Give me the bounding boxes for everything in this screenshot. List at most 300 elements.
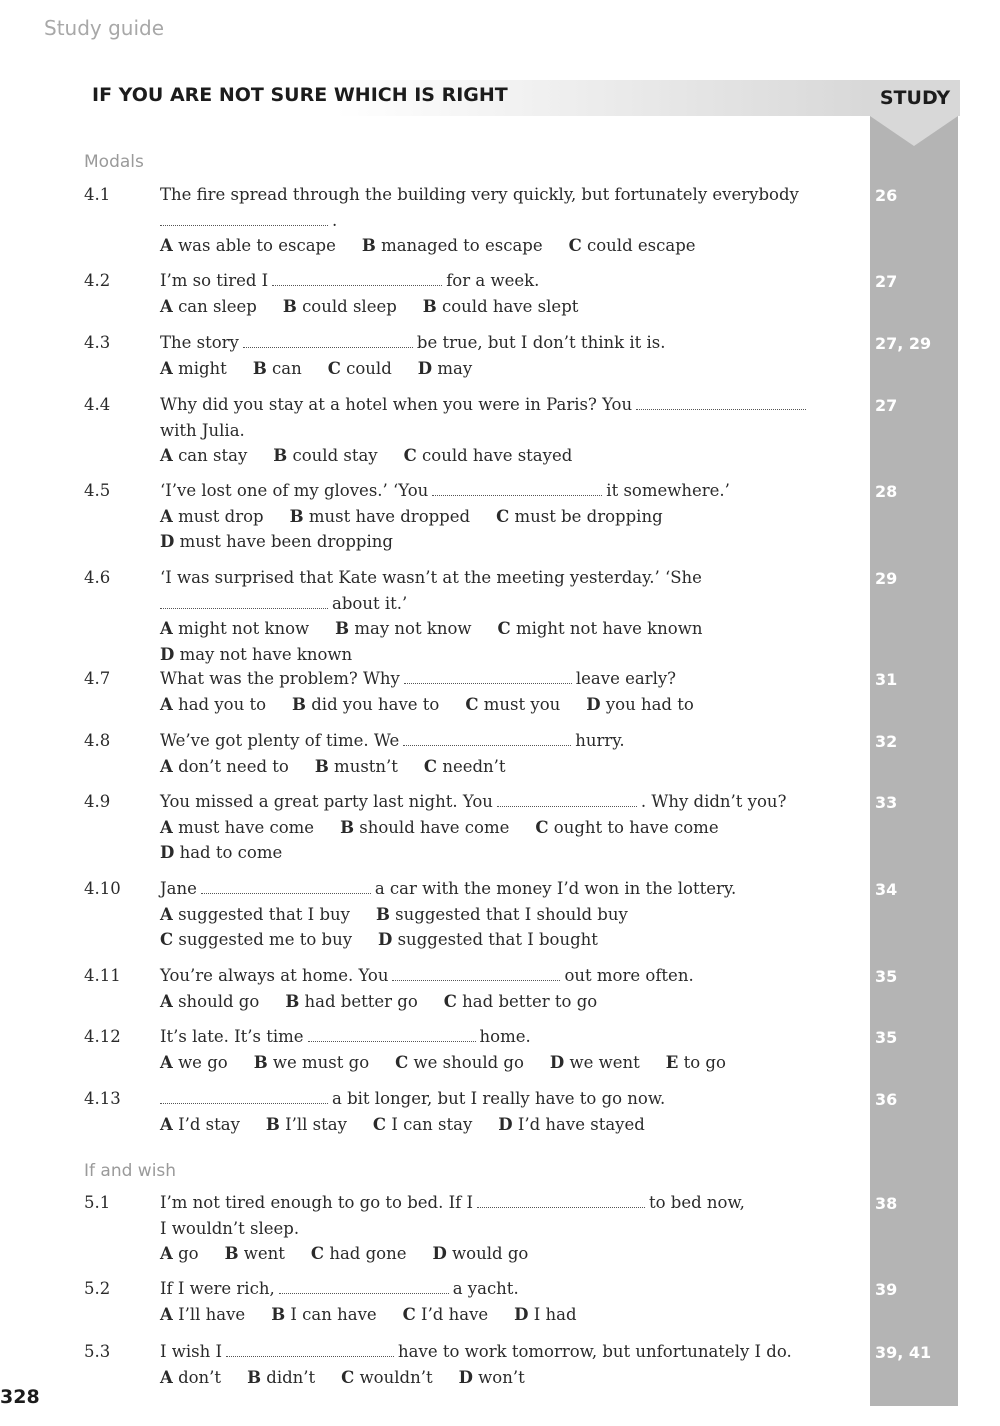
question-text: ‘I was surprised that Kate wasn’t at the meeting yesterday.’ ‘She — [160, 568, 702, 587]
option-text: to go — [683, 1052, 726, 1072]
option-letter: A — [160, 506, 173, 526]
option-letter: D — [586, 694, 601, 714]
question-body — [160, 666, 840, 717]
answer-option[interactable] — [432, 1241, 528, 1267]
question-text: It’s late. It’s time — [160, 1027, 304, 1046]
answer-option[interactable] — [514, 1302, 576, 1328]
question-text: a bit longer, but I really have to go now. — [332, 1089, 666, 1108]
question-text: I’m not tired enough to go to bed. If I — [160, 1193, 473, 1212]
option-text: I’d have — [421, 1304, 489, 1324]
option-letter: A — [160, 1367, 173, 1387]
option-letter: A — [160, 1114, 173, 1134]
option-letter: D — [417, 358, 433, 378]
answer-option[interactable] — [285, 989, 417, 1015]
option-letter: B — [252, 358, 267, 378]
question-line — [160, 1216, 840, 1242]
answer-blank — [308, 1027, 476, 1042]
option-letter: A — [160, 817, 173, 837]
option-letter: C — [568, 236, 582, 255]
option-letter: D — [514, 1304, 529, 1324]
option-letter: D — [432, 1244, 447, 1263]
question-number: 4.10 — [84, 879, 121, 898]
option-text: must you — [483, 694, 561, 714]
option-text: must have been dropping — [179, 532, 393, 551]
question-body — [160, 392, 840, 469]
answer-blank — [432, 481, 602, 496]
option-text: should have come — [359, 817, 510, 837]
option-letter: C — [310, 1244, 325, 1263]
question-body — [160, 1339, 840, 1390]
question-text: with Julia. — [160, 420, 245, 440]
question-number: 5.3 — [84, 1342, 111, 1361]
study-unit-reference[interactable]: 26 — [875, 186, 898, 205]
option-letter: B — [285, 991, 300, 1011]
option-letter: D — [160, 843, 175, 862]
option-letter: B — [335, 619, 350, 638]
question-text: I wish I — [160, 1342, 223, 1361]
answer-option[interactable] — [271, 1302, 376, 1328]
answer-option[interactable] — [273, 443, 377, 469]
question-body — [160, 728, 840, 779]
answer-option[interactable] — [160, 1112, 240, 1138]
question-number: 4.7 — [84, 669, 111, 688]
question-line — [160, 963, 840, 989]
option-letter: B — [361, 236, 376, 255]
option-letter: D — [160, 644, 175, 664]
options-row — [160, 989, 840, 1015]
option-text: must drop — [178, 506, 264, 526]
options-row — [160, 642, 840, 668]
answer-option[interactable] — [160, 642, 352, 668]
option-letter: B — [265, 1114, 280, 1134]
options-row — [160, 504, 840, 530]
option-text: needn’t — [442, 756, 506, 776]
answer-option[interactable] — [335, 616, 471, 642]
option-text: suggested that I should buy — [395, 904, 628, 924]
option-text: we went — [569, 1052, 640, 1072]
options-row — [160, 815, 840, 841]
answer-option[interactable] — [160, 233, 336, 259]
option-letter: C — [341, 1367, 355, 1387]
question-text: We’ve got plenty of time. We — [160, 731, 400, 750]
answer-option[interactable] — [225, 1241, 285, 1267]
question-text: Why did you stay at a hotel when you were in Paris? You — [160, 395, 633, 414]
study-unit-reference[interactable]: 34 — [875, 880, 898, 899]
question-number: 4.3 — [84, 333, 111, 352]
option-text: could — [346, 358, 392, 378]
option-text: may not have known — [179, 644, 353, 664]
answer-option[interactable] — [362, 233, 543, 259]
option-text: could have slept — [442, 296, 579, 316]
answer-option[interactable] — [423, 294, 579, 320]
option-letter: C — [497, 619, 511, 638]
question-text: Jane — [160, 879, 197, 898]
answer-option[interactable] — [160, 692, 266, 718]
question-line — [160, 1086, 840, 1112]
option-letter: A — [160, 756, 173, 776]
question-text: hurry. — [575, 731, 625, 750]
option-text: had better to go — [462, 991, 598, 1011]
option-letter: B — [253, 1052, 268, 1072]
study-unit-reference[interactable]: 27 — [875, 396, 898, 415]
section-heading-modals: Modals — [84, 152, 144, 172]
option-letter: C — [402, 1304, 416, 1324]
answer-blank — [392, 966, 560, 981]
answer-blank — [279, 1279, 449, 1294]
answer-option[interactable] — [283, 294, 397, 320]
options-row — [160, 1365, 840, 1391]
answer-option[interactable] — [496, 504, 663, 530]
answer-option[interactable] — [253, 356, 302, 382]
option-letter: A — [160, 904, 173, 924]
answer-option[interactable] — [160, 529, 393, 555]
option-text: did you have to — [311, 694, 440, 714]
options-row — [160, 443, 840, 469]
answer-blank — [497, 792, 637, 807]
option-letter: B — [224, 1244, 239, 1263]
study-unit-reference[interactable]: 27 — [875, 272, 898, 291]
question-number: 4.9 — [84, 792, 111, 811]
study-unit-reference[interactable]: 33 — [875, 793, 898, 812]
answer-blank — [404, 669, 572, 684]
question-text: have to work tomorrow, but unfortunately I do. — [398, 1342, 792, 1361]
question-line — [160, 1276, 840, 1302]
option-text: could stay — [292, 446, 378, 465]
option-text: ought to have come — [553, 817, 719, 837]
option-letter: A — [160, 991, 173, 1011]
answer-option[interactable] — [315, 754, 398, 780]
option-text: I can stay — [391, 1114, 473, 1134]
question-body — [160, 1086, 840, 1137]
option-text: had you to — [178, 694, 267, 714]
answer-option[interactable] — [418, 356, 472, 382]
answer-blank — [160, 210, 328, 225]
study-label-line1: STUDY — [879, 87, 951, 109]
option-text: managed to escape — [381, 236, 543, 255]
question-body — [160, 1276, 840, 1327]
answer-option[interactable] — [569, 233, 696, 259]
study-unit-reference[interactable]: 31 — [875, 670, 898, 689]
answer-option[interactable] — [160, 1365, 221, 1391]
question-body — [160, 565, 840, 667]
answer-option[interactable] — [373, 1112, 472, 1138]
option-text: suggested that I buy — [178, 904, 350, 924]
answer-option[interactable] — [444, 989, 597, 1015]
question-text: a car with the money I’d won in the lottery. — [374, 879, 737, 898]
option-letter: B — [247, 1367, 262, 1387]
option-text: would go — [452, 1244, 529, 1263]
study-unit-reference[interactable]: 36 — [875, 1090, 898, 1109]
option-text: went — [243, 1244, 285, 1263]
option-text: might not have known — [515, 619, 703, 638]
option-text: suggested me to buy — [178, 930, 353, 949]
option-letter: C — [465, 694, 479, 714]
study-unit-reference[interactable]: 35 — [875, 967, 898, 986]
answer-option[interactable] — [465, 692, 560, 718]
answer-option[interactable] — [160, 294, 257, 320]
option-letter: B — [314, 756, 329, 776]
section-heading-if-wish: If and wish — [84, 1161, 177, 1181]
question-line — [160, 208, 840, 234]
answer-option[interactable] — [160, 815, 314, 841]
study-unit-reference[interactable]: 39, 41 — [875, 1343, 932, 1362]
option-text: won’t — [478, 1367, 525, 1387]
question-text: out more often. — [564, 966, 694, 985]
option-letter: B — [422, 296, 437, 316]
question-text: I wouldn’t sleep. — [160, 1218, 300, 1238]
options-row — [160, 294, 840, 320]
answer-option[interactable] — [403, 1302, 489, 1328]
study-unit-reference[interactable]: 29 — [875, 569, 898, 588]
option-text: I’ll have — [178, 1304, 246, 1324]
options-row — [160, 927, 840, 953]
answer-option[interactable] — [160, 504, 264, 530]
question-body — [160, 1024, 840, 1075]
option-letter: A — [160, 1244, 173, 1263]
option-letter: C — [423, 756, 438, 776]
question-text: . — [332, 210, 338, 230]
answer-option[interactable] — [247, 1365, 315, 1391]
option-text: I’d have stayed — [517, 1114, 645, 1134]
option-letter: A — [160, 619, 173, 638]
question-text: The story — [160, 333, 239, 352]
answer-option[interactable] — [378, 927, 598, 953]
option-letter: A — [160, 358, 173, 378]
option-letter: C — [160, 930, 174, 949]
answer-option[interactable] — [340, 815, 509, 841]
option-text: must have dropped — [308, 506, 471, 526]
question-line — [160, 1339, 840, 1365]
option-text: had to come — [179, 843, 283, 862]
question-body — [160, 789, 840, 866]
answer-option[interactable] — [498, 616, 703, 642]
question-body — [160, 268, 840, 319]
question-number: 4.8 — [84, 731, 111, 750]
option-text: I can have — [290, 1304, 377, 1324]
study-unit-reference[interactable]: 38 — [875, 1194, 898, 1213]
option-text: you had to — [605, 694, 694, 714]
question-line — [160, 728, 840, 754]
question-number: 4.11 — [84, 966, 121, 985]
question-text: You’re always at home. You — [160, 966, 389, 985]
options-row — [160, 1050, 840, 1076]
question-number: 4.2 — [84, 271, 111, 290]
question-body — [160, 478, 840, 555]
option-text: I’d stay — [178, 1114, 240, 1134]
study-unit-reference[interactable]: 28 — [875, 482, 898, 501]
options-row — [160, 840, 840, 866]
option-letter: C — [395, 1052, 409, 1072]
study-unit-reference[interactable]: 35 — [875, 1028, 898, 1047]
option-letter: E — [665, 1052, 679, 1072]
answer-blank — [477, 1193, 645, 1208]
options-row — [160, 529, 840, 555]
option-text: must be dropping — [514, 506, 663, 526]
answer-option[interactable] — [290, 504, 470, 530]
option-letter: C — [535, 817, 549, 837]
answer-option[interactable] — [404, 443, 573, 469]
question-line — [160, 478, 840, 504]
question-line — [160, 392, 840, 418]
option-letter: B — [375, 904, 390, 924]
question-line — [160, 1024, 840, 1050]
question-body — [160, 182, 840, 259]
options-row — [160, 754, 840, 780]
question-text: ‘I’ve lost one of my gloves.’ ‘You — [160, 481, 429, 500]
answer-option[interactable] — [424, 754, 506, 780]
question-number: 4.5 — [84, 481, 111, 500]
option-text: I’ll stay — [285, 1114, 347, 1134]
option-letter: B — [282, 296, 297, 316]
answer-option[interactable] — [292, 692, 439, 718]
answer-option[interactable] — [160, 989, 259, 1015]
option-text: was able to escape — [178, 236, 336, 255]
option-text: can sleep — [178, 296, 257, 316]
answer-option[interactable] — [535, 815, 718, 841]
option-text: might — [178, 358, 227, 378]
question-text: home. — [479, 1027, 531, 1046]
options-row — [160, 1302, 840, 1328]
option-text: might not know — [178, 619, 310, 638]
question-line — [160, 330, 840, 356]
answer-option[interactable] — [459, 1365, 525, 1391]
answer-option[interactable] — [498, 1112, 645, 1138]
answer-blank — [403, 731, 571, 746]
question-text: You missed a great party last night. You — [160, 792, 493, 811]
answer-option[interactable] — [160, 902, 350, 928]
answer-option[interactable] — [311, 1241, 407, 1267]
question-line — [160, 268, 840, 294]
study-unit-reference[interactable]: 39 — [875, 1280, 898, 1299]
option-text: can stay — [178, 446, 248, 465]
question-line — [160, 666, 840, 692]
option-text: had better go — [304, 991, 418, 1011]
answer-option[interactable] — [254, 1050, 369, 1076]
options-row — [160, 692, 840, 718]
option-letter: D — [549, 1052, 565, 1072]
question-text: If I were rich, — [160, 1279, 275, 1298]
option-letter: C — [496, 506, 510, 526]
study-guide-label: Study guide — [44, 16, 165, 40]
answer-option[interactable] — [376, 902, 628, 928]
question-number: 5.2 — [84, 1279, 111, 1298]
question-text: be true, but I don’t think it is. — [416, 333, 666, 352]
answer-blank — [636, 395, 806, 410]
answer-option[interactable] — [341, 1365, 432, 1391]
answer-option[interactable] — [160, 1050, 228, 1076]
page-title: IF YOU ARE NOT SURE WHICH IS RIGHT — [92, 84, 508, 106]
answer-option[interactable] — [160, 927, 352, 953]
question-text: I’m so tired I — [160, 271, 269, 290]
answer-option[interactable] — [160, 840, 282, 866]
question-text: a yacht. — [452, 1279, 519, 1298]
option-text: we go — [178, 1052, 228, 1072]
answer-option[interactable] — [160, 754, 289, 780]
option-text: must have come — [178, 817, 315, 837]
option-text: don’t need to — [178, 756, 289, 776]
option-text: mustn’t — [334, 756, 398, 776]
question-text: about it.’ — [332, 593, 408, 613]
option-letter: B — [289, 506, 304, 526]
question-number: 5.1 — [84, 1193, 111, 1212]
option-letter: A — [160, 1304, 173, 1324]
question-text: The fire spread through the building very quickly, but fortunately everybody — [160, 185, 799, 204]
option-text: wouldn’t — [359, 1367, 433, 1387]
options-row — [160, 233, 840, 259]
question-body — [160, 876, 840, 953]
question-text: leave early? — [575, 669, 677, 688]
option-letter: B — [273, 446, 288, 465]
option-text: we should go — [413, 1052, 524, 1072]
question-line — [160, 1190, 840, 1216]
question-number: 4.13 — [84, 1089, 121, 1108]
option-letter: C — [372, 1114, 387, 1134]
options-row — [160, 1241, 840, 1267]
option-letter: C — [403, 446, 417, 465]
question-line — [160, 789, 840, 815]
option-text: could escape — [587, 236, 696, 255]
question-line — [160, 876, 840, 902]
study-unit-reference[interactable]: 27, 29 — [875, 334, 932, 353]
option-text: can — [272, 358, 302, 378]
question-number: 4.6 — [84, 568, 111, 587]
option-text: may — [437, 358, 473, 378]
page-number: 328 — [0, 1386, 40, 1408]
answer-blank — [226, 1342, 394, 1357]
answer-option[interactable] — [395, 1050, 524, 1076]
option-text: should go — [178, 991, 260, 1011]
answer-option[interactable] — [160, 443, 247, 469]
question-body — [160, 1190, 840, 1267]
option-text: go — [178, 1244, 199, 1263]
option-letter: B — [271, 1304, 286, 1324]
option-letter: A — [160, 296, 173, 316]
answer-option[interactable] — [328, 356, 392, 382]
question-line — [160, 591, 840, 617]
options-row — [160, 902, 840, 928]
option-letter: D — [458, 1367, 473, 1387]
answer-option[interactable] — [666, 1050, 726, 1076]
option-letter: D — [498, 1114, 513, 1134]
answer-option[interactable] — [266, 1112, 347, 1138]
option-letter: C — [443, 991, 457, 1011]
option-letter: B — [340, 817, 355, 837]
question-text: to bed now, — [648, 1193, 745, 1212]
option-text: we must go — [272, 1052, 370, 1072]
answer-blank — [160, 1089, 328, 1104]
option-text: could sleep — [302, 296, 397, 316]
question-text: What was the problem? Why — [160, 669, 400, 688]
option-text: had gone — [329, 1244, 407, 1263]
study-unit-reference[interactable]: 32 — [875, 732, 898, 751]
option-text: I had — [533, 1304, 577, 1324]
question-number: 4.1 — [84, 185, 111, 204]
study-unit-arrow — [870, 116, 958, 146]
answer-blank — [243, 333, 413, 348]
option-letter: A — [160, 446, 173, 465]
question-text: it somewhere.’ — [606, 481, 730, 500]
answer-option[interactable] — [550, 1050, 640, 1076]
answer-option[interactable] — [160, 1241, 199, 1267]
question-number: 4.4 — [84, 395, 111, 414]
answer-option[interactable] — [160, 616, 309, 642]
option-text: could have stayed — [422, 446, 573, 465]
answer-option[interactable] — [160, 1302, 245, 1328]
options-row — [160, 356, 840, 382]
option-text: don’t — [178, 1367, 222, 1387]
answer-option[interactable] — [586, 692, 694, 718]
answer-option[interactable] — [160, 356, 227, 382]
